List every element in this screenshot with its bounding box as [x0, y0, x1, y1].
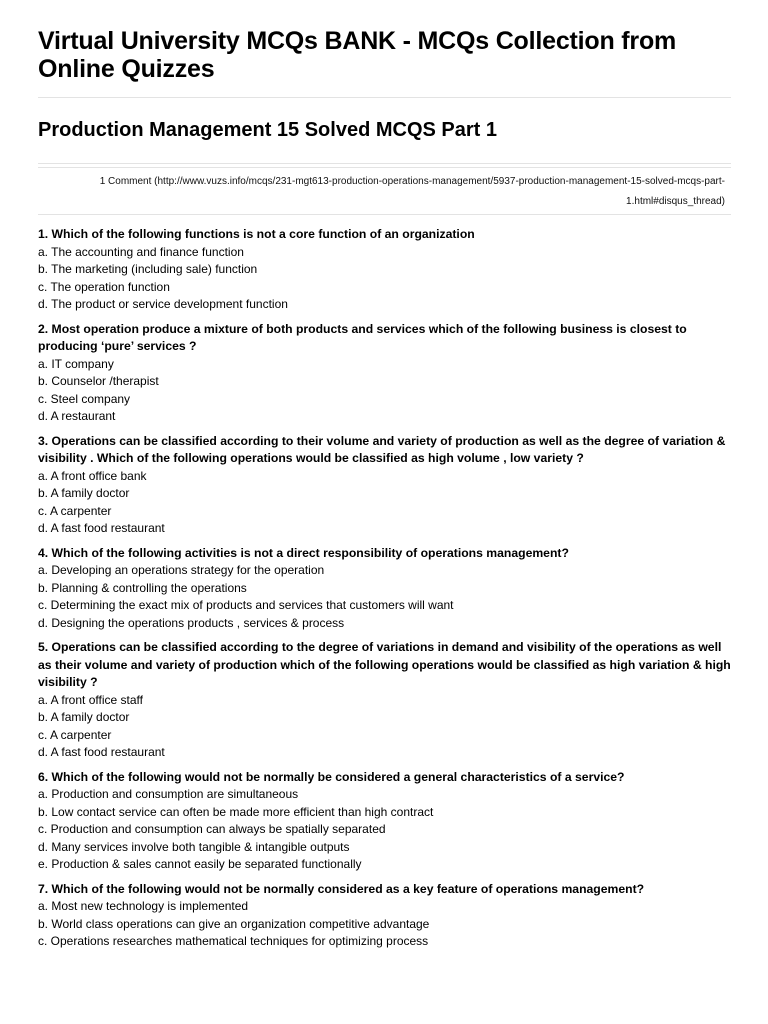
question-text: 7. Which of the following would not be normally considered as a key feature of operations management?: [38, 881, 645, 896]
question-item: [38, 321, 731, 426]
site-title: Virtual University MCQs BANK - MCQs Collection from Online Quizzes: [38, 27, 677, 83]
question-text: 4. Which of the following activities is not a direct responsibility of operations management?: [38, 545, 569, 560]
answer-option: b. Planning & controlling the operations: [38, 580, 247, 595]
comment-link[interactable]: 1 Comment (http://www.vuzs.info/mcqs/231-mgt613-production-operations-management/5937-production-management-15-solved-mcqs-part-1.html#disqus_thread): [99, 176, 725, 207]
answer-option: c. Steel company: [38, 391, 131, 406]
question-item: [38, 769, 731, 874]
answer-option: b. World class operations can give an organization competitive advantage: [38, 916, 430, 931]
question-text: 3. Operations can be classified according to their volume and variety of production as well as the degree of variation & visibility . Which of the following operations would be classified as high volume , low variety ?: [38, 433, 726, 465]
answer-option: c. A carpenter: [38, 503, 112, 518]
answer-option: e. Production & sales cannot easily be separated functionally: [38, 857, 362, 871]
question-text: 1. Which of the following functions is not a core function of an organization: [38, 227, 475, 241]
divider: [38, 163, 731, 164]
answer-option: b. Low contact service can often be made more efficient than high contract: [38, 804, 434, 819]
question-list: [38, 215, 731, 951]
post-title: Production Management 15 Solved MCQS Part 1: [38, 119, 497, 141]
answer-option: a. The accounting and finance function: [38, 244, 244, 259]
document-page: [38, 0, 731, 958]
answer-option: a. IT company: [38, 356, 114, 371]
answer-option: c. Operations researches mathematical techniques for optimizing process: [38, 934, 429, 948]
answer-option: a. Production and consumption are simultaneous: [38, 787, 299, 801]
answer-option: b. Counselor /therapist: [38, 374, 159, 388]
answer-option: d. A fast food restaurant: [38, 745, 165, 759]
question-item: [38, 545, 731, 633]
answer-option: d. A fast food restaurant: [38, 521, 165, 535]
answer-option: d. A restaurant: [38, 409, 116, 423]
answer-option: a. Most new technology is implemented: [38, 899, 249, 913]
question-item: [38, 433, 731, 538]
answer-option: d. Many services involve both tangible & intangible outputs: [38, 839, 350, 854]
question-item: [38, 881, 731, 951]
answer-option: d. Designing the operations products , services & process: [38, 615, 345, 630]
answer-option: a. Developing an operations strategy for the operation: [38, 563, 325, 577]
answer-option: b. A family doctor: [38, 710, 130, 724]
question-text: 5. Operations can be classified according to the degree of variations in demand and visibility of the operations as well as their volume and variety of production which of the following operations would be classified as high variation & high visibility ?: [38, 640, 731, 689]
answer-option: a. A front office bank: [38, 468, 147, 483]
question-text: 2. Most operation produce a mixture of both products and services which of the following business is closest to producing ‘pure’ services ?: [38, 321, 687, 353]
question-item: [38, 226, 731, 314]
answer-option: c. Production and consumption can always be spatially separated: [38, 822, 386, 836]
question-item: [38, 639, 731, 762]
question-text: 6. Which of the following would not be normally be considered a general characteristics of a service?: [38, 769, 625, 784]
answer-option: d. The product or service development function: [38, 297, 288, 311]
answer-option: a. A front office staff: [38, 692, 143, 707]
answer-option: c. Determining the exact mix of products and services that customers will want: [38, 598, 454, 612]
answer-option: c. The operation function: [38, 279, 170, 294]
answer-option: b. A family doctor: [38, 486, 130, 500]
answer-option: c. A carpenter: [38, 727, 112, 742]
answer-option: b. The marketing (including sale) function: [38, 262, 258, 276]
